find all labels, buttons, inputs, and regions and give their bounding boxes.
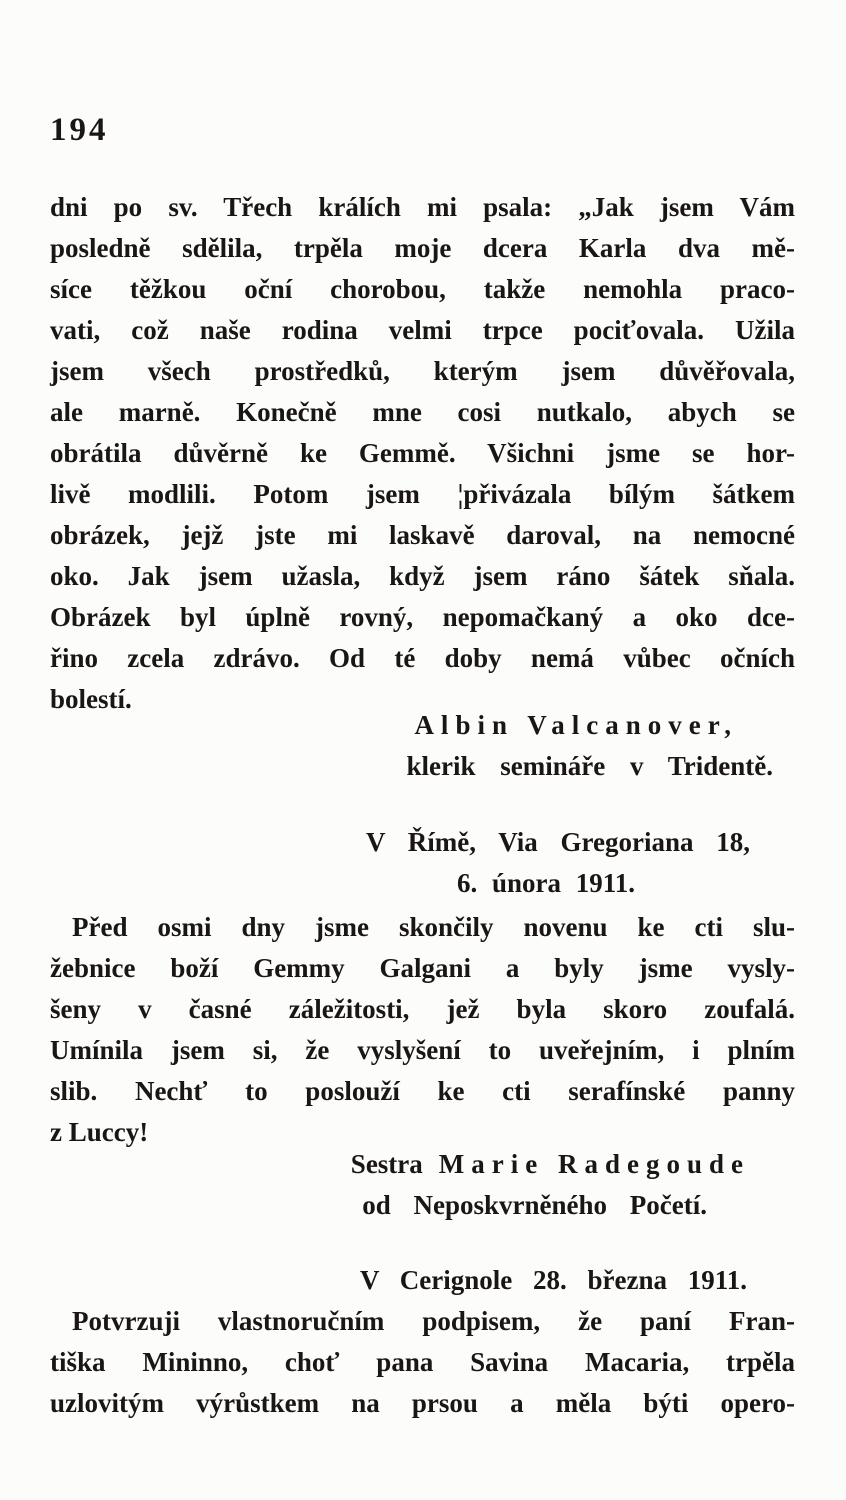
text-line: oko. Jak jsem užasla, když jsem ráno šátek sňala.	[50, 561, 795, 591]
text-line: řino zcela zdrávo. Od té doby nemá vůbec očních	[50, 643, 795, 673]
paragraph-letter-2	[50, 907, 795, 1153]
text-line: Umínila jsem si, že vyslyšení to uveřejním, i plním	[50, 1035, 795, 1065]
dateline-place: V Římě, Via Gregoriana 18,	[366, 827, 750, 857]
text-line: posledně sdělila, trpěla moje dcera Karla dva mě-	[50, 233, 795, 263]
signature-block-radegoude	[50, 1144, 795, 1226]
text-line: z Luccy!	[50, 1117, 149, 1147]
signature-name: Albin Valcanover,	[414, 710, 738, 740]
text-line: Před osmi dny jsme skončily novenu ke cti slu-	[72, 912, 795, 942]
text-line: obrázek, jejž jste mi laskavě daroval, na nemocné	[50, 520, 795, 550]
dateline-date: 6. února 1911.	[456, 868, 635, 898]
page-number: 194	[50, 112, 109, 148]
text-line: síce těžkou oční chorobou, takže nemohla praco-	[50, 274, 795, 304]
text-line: jsem všech prostředků, kterým jsem důvěřovala,	[50, 356, 795, 386]
signature-title: od Neposkvrněného Početí.	[362, 1190, 707, 1220]
text-line: slib. Nechť to poslouží ke cti serafínské panny	[50, 1076, 795, 1106]
text-line: vati, což naše rodina velmi trpce pociťovala. Užila	[50, 315, 795, 345]
paragraph-letter-1	[50, 187, 795, 720]
signature-spaced-name: Marie Radegoude	[438, 1149, 750, 1179]
dateline-rome	[50, 822, 795, 904]
text-line: Obrázek byl úplně rovný, nepomačkaný a oko dce-	[50, 602, 795, 632]
text-line: šeny v časné záležitosti, jež byla skoro zoufalá.	[50, 994, 795, 1024]
text-line: bolestí.	[50, 684, 132, 714]
text-line: žebnice boží Gemmy Galgani a byly jsme vysly-	[50, 953, 795, 983]
text-line: tiška Mininno, choť pana Savina Macaria, trpěla	[50, 1347, 795, 1377]
signature-block-valcanover	[50, 705, 795, 787]
paragraph-letter-3	[50, 1301, 795, 1424]
signature-name	[50, 1144, 795, 1185]
text-line: ale marně. Konečně mne cosi nutkalo, abych se	[50, 397, 795, 427]
text-line: livě modlili. Potom jsem ¦přivázala bílým šátkem	[50, 479, 795, 509]
page-text-column	[50, 187, 795, 1424]
text-line: Potvrzuji vlastnoručním podpisem, že paní Fran-	[72, 1306, 795, 1336]
text-line: uzlovitým výrůstkem na prsou a měla býti opero-	[50, 1388, 795, 1418]
text-line: dni po sv. Třech králích mi psala: „Jak jsem Vám	[50, 192, 795, 222]
text-line: obrátila důvěrně ke Gemmě. Všichni jsme se hor-	[50, 438, 795, 468]
dateline-cerignole: V Cerignole 28. března 1911.	[360, 1265, 747, 1295]
signature-title: klerik semináře v Tridentě.	[406, 751, 773, 781]
signature-prefix: Sestra	[350, 1149, 423, 1179]
